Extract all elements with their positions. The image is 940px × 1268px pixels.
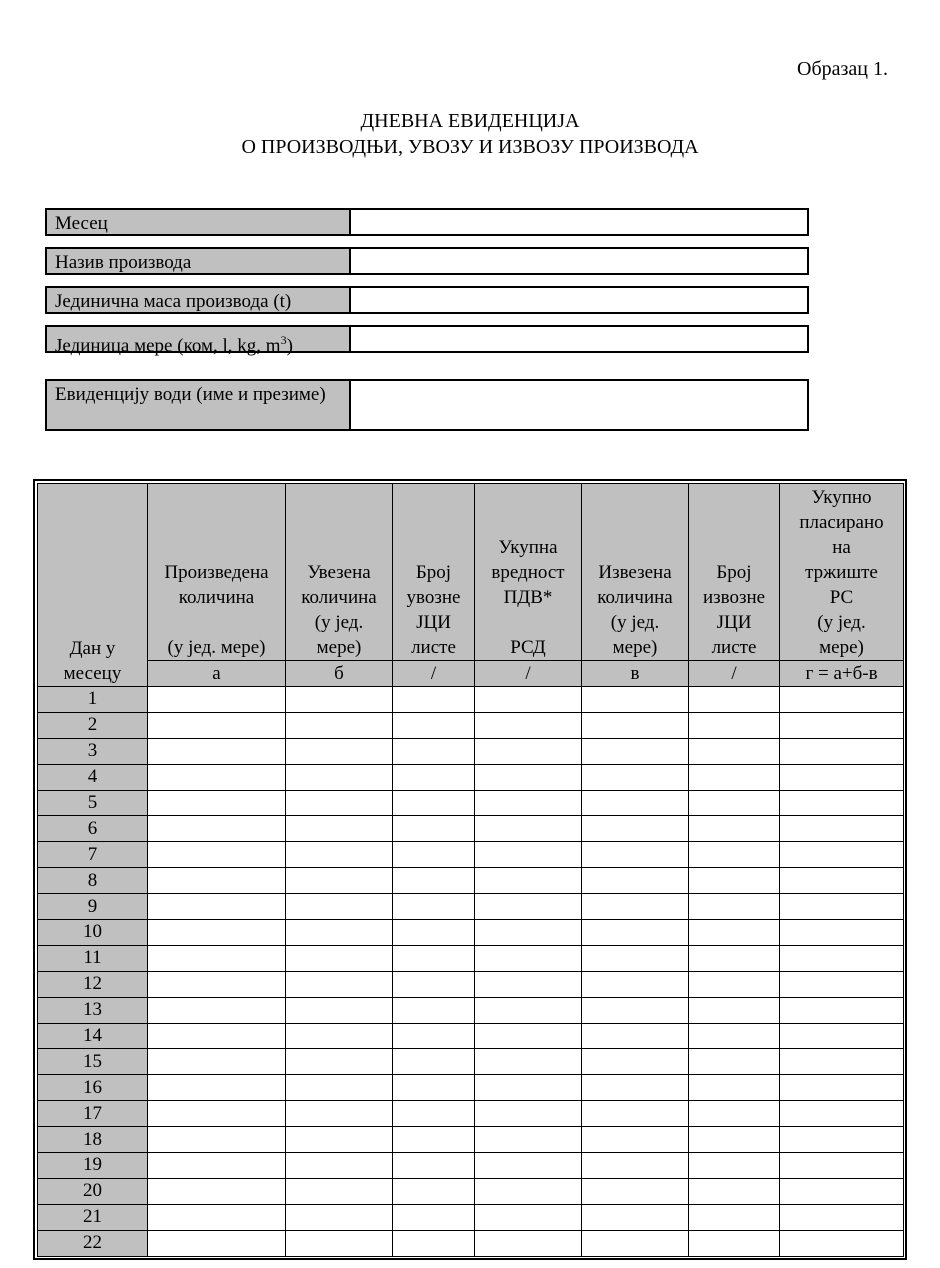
- table-row: [38, 712, 904, 738]
- table-row: [38, 1023, 904, 1049]
- table-cell[interactable]: [148, 1023, 286, 1049]
- table-cell[interactable]: [393, 842, 475, 868]
- table-cell[interactable]: [780, 920, 904, 946]
- table-cell[interactable]: [393, 1049, 475, 1075]
- table-cell[interactable]: [689, 764, 780, 790]
- table-row: [38, 1075, 904, 1101]
- table-cell[interactable]: [780, 1101, 904, 1127]
- column-header-line: [148, 610, 285, 635]
- table-cell[interactable]: [475, 1049, 582, 1075]
- column-header-line: ПДВ*: [503, 587, 553, 608]
- table-cell[interactable]: [689, 738, 780, 764]
- day-number: 10: [38, 920, 148, 946]
- day-number: 20: [38, 1178, 148, 1204]
- table-cell[interactable]: [780, 1127, 904, 1153]
- column-header-line: (у јед.: [610, 612, 660, 633]
- column-header-line: Број: [716, 562, 752, 583]
- day-number: 19: [38, 1153, 148, 1179]
- table-row: [38, 816, 904, 842]
- table-cell[interactable]: [475, 920, 582, 946]
- table-cell[interactable]: [689, 1075, 780, 1101]
- column-header-line: [475, 485, 581, 510]
- table-cell[interactable]: [148, 894, 286, 920]
- column-header-line: [393, 510, 474, 535]
- column-header-line: извозне: [702, 587, 766, 608]
- column-header-line: мере): [819, 637, 864, 658]
- column-header-line: ЈЦИ: [416, 612, 451, 633]
- table-cell[interactable]: [582, 945, 689, 971]
- table-cell[interactable]: [393, 1023, 475, 1049]
- column-code-7: г = а+б-в: [780, 661, 904, 687]
- table-cell[interactable]: [475, 1101, 582, 1127]
- column-header-6: [689, 484, 780, 661]
- column-header-line: пласирано: [799, 512, 884, 533]
- column-header-line: Увезена: [307, 562, 371, 583]
- table-cell[interactable]: [475, 945, 582, 971]
- table-cell[interactable]: [582, 816, 689, 842]
- column-header-1: [148, 484, 286, 661]
- table-cell[interactable]: [393, 738, 475, 764]
- table-cell[interactable]: [148, 816, 286, 842]
- column-header-line: [689, 510, 779, 535]
- table-cell[interactable]: [393, 1127, 475, 1153]
- product-name-field: [45, 247, 809, 275]
- unit-mass-field: [45, 286, 809, 314]
- table-cell[interactable]: [475, 816, 582, 842]
- table-cell[interactable]: [475, 1230, 582, 1256]
- table-cell[interactable]: [582, 687, 689, 713]
- kept-by-field: [45, 379, 809, 431]
- table-cell[interactable]: [148, 1230, 286, 1256]
- day-number: 2: [38, 712, 148, 738]
- table-cell[interactable]: [148, 1127, 286, 1153]
- table-cell[interactable]: [393, 1204, 475, 1230]
- day-column-header: [38, 484, 148, 687]
- table-cell[interactable]: [475, 1023, 582, 1049]
- table-cell[interactable]: [780, 894, 904, 920]
- table-row: [38, 1230, 904, 1256]
- column-header-line: [393, 485, 474, 510]
- column-code-2: б: [286, 661, 393, 687]
- table-cell[interactable]: [689, 687, 780, 713]
- column-header-2: [286, 484, 393, 661]
- column-header-line: [286, 510, 392, 535]
- table-cell[interactable]: [475, 997, 582, 1023]
- table-cell[interactable]: [286, 790, 393, 816]
- table-cell[interactable]: [286, 1204, 393, 1230]
- column-header-line: [475, 510, 581, 535]
- table-cell[interactable]: [582, 997, 689, 1023]
- table-cell[interactable]: [475, 1153, 582, 1179]
- table-cell[interactable]: [689, 842, 780, 868]
- day-number: 5: [38, 790, 148, 816]
- day-number: 14: [38, 1023, 148, 1049]
- day-number: 22: [38, 1230, 148, 1256]
- title-line-1: ДНЕВНА ЕВИДЕНЦИЈА: [360, 110, 580, 132]
- table-cell[interactable]: [582, 1127, 689, 1153]
- table-row: [38, 1178, 904, 1204]
- column-header-line: Укупно: [811, 487, 872, 508]
- table-cell[interactable]: [286, 997, 393, 1023]
- column-header-line: увозне: [406, 587, 461, 608]
- table-row: [38, 738, 904, 764]
- table-cell[interactable]: [148, 868, 286, 894]
- unit-mass-input[interactable]: [351, 288, 807, 312]
- product-name-input[interactable]: [351, 249, 807, 273]
- month-field: [45, 208, 809, 236]
- table-cell[interactable]: [393, 790, 475, 816]
- table-row: [38, 1127, 904, 1153]
- table-cell[interactable]: [780, 712, 904, 738]
- kept-by-label: Евиденцију води (име и презиме): [47, 381, 351, 429]
- column-header-line: РСД: [510, 637, 546, 658]
- kept-by-input[interactable]: [351, 381, 807, 429]
- table-row: [38, 1101, 904, 1127]
- table-row: [38, 764, 904, 790]
- table-cell[interactable]: [780, 1049, 904, 1075]
- day-number: 18: [38, 1127, 148, 1153]
- column-header-7: [780, 484, 904, 661]
- table-cell[interactable]: [475, 842, 582, 868]
- column-header-line: [689, 535, 779, 560]
- table-cell[interactable]: [286, 1127, 393, 1153]
- table-cell[interactable]: [286, 945, 393, 971]
- table-cell[interactable]: [582, 868, 689, 894]
- table-cell[interactable]: [582, 1153, 689, 1179]
- table-cell[interactable]: [582, 894, 689, 920]
- day-number: 3: [38, 738, 148, 764]
- table-cell[interactable]: [582, 1075, 689, 1101]
- day-header-line2: месецу: [63, 663, 122, 684]
- column-header-line: листе: [711, 637, 757, 658]
- column-header-line: РС: [829, 587, 854, 608]
- column-code-3: /: [393, 661, 475, 687]
- table-cell[interactable]: [475, 868, 582, 894]
- table-cell[interactable]: [148, 920, 286, 946]
- table-cell[interactable]: [475, 1127, 582, 1153]
- table-cell[interactable]: [286, 1101, 393, 1127]
- table-row: [38, 920, 904, 946]
- day-number: 15: [38, 1049, 148, 1075]
- unit-measure-sup: 3: [280, 333, 287, 347]
- table-cell[interactable]: [582, 971, 689, 997]
- table-row: [38, 687, 904, 713]
- table-row: [38, 997, 904, 1023]
- table-cell[interactable]: [286, 894, 393, 920]
- table-cell[interactable]: [393, 868, 475, 894]
- table-cell[interactable]: [582, 764, 689, 790]
- table-cell[interactable]: [393, 997, 475, 1023]
- table-cell[interactable]: [780, 1023, 904, 1049]
- document-title: [0, 108, 940, 160]
- column-header-line: (у јед.: [314, 612, 364, 633]
- table-cell[interactable]: [286, 1023, 393, 1049]
- column-header-line: [286, 535, 392, 560]
- column-header-line: [689, 485, 779, 510]
- table-cell[interactable]: [148, 1075, 286, 1101]
- day-number: 6: [38, 816, 148, 842]
- table-cell[interactable]: [780, 1153, 904, 1179]
- column-header-line: листе: [411, 637, 456, 658]
- table-cell[interactable]: [780, 1230, 904, 1256]
- day-number: 13: [38, 997, 148, 1023]
- table-cell[interactable]: [780, 764, 904, 790]
- table-row: [38, 945, 904, 971]
- column-header-line: вредност: [491, 562, 565, 583]
- table-cell[interactable]: [582, 920, 689, 946]
- table-cell[interactable]: [393, 920, 475, 946]
- table-cell[interactable]: [780, 687, 904, 713]
- title-line-2: О ПРОИЗВОДЊИ, УВОЗУ И ИЗВОЗУ ПРОИЗВОДА: [241, 136, 699, 158]
- table-cell[interactable]: [475, 1204, 582, 1230]
- day-number: 1: [38, 687, 148, 713]
- unit-measure-input[interactable]: [351, 327, 807, 351]
- table-cell[interactable]: [148, 1101, 286, 1127]
- table-cell[interactable]: [148, 790, 286, 816]
- day-number: 7: [38, 842, 148, 868]
- table-cell[interactable]: [689, 1153, 780, 1179]
- column-header-line: ЈЦИ: [716, 612, 752, 633]
- table-cell[interactable]: [582, 1178, 689, 1204]
- table-cell[interactable]: [689, 1049, 780, 1075]
- table-cell[interactable]: [582, 738, 689, 764]
- table-cell[interactable]: [689, 945, 780, 971]
- table-cell[interactable]: [689, 1204, 780, 1230]
- table-cell[interactable]: [689, 790, 780, 816]
- table-cell[interactable]: [148, 971, 286, 997]
- unit-measure-field: [45, 325, 809, 357]
- table-row: [38, 842, 904, 868]
- day-number: 4: [38, 764, 148, 790]
- table-cell[interactable]: [582, 842, 689, 868]
- column-code-5: в: [582, 661, 689, 687]
- column-header-line: Извезена: [598, 562, 672, 583]
- daily-records-table: [37, 483, 904, 1257]
- table-cell[interactable]: [582, 790, 689, 816]
- table-cell[interactable]: [475, 971, 582, 997]
- table-cell[interactable]: [393, 1178, 475, 1204]
- table-cell[interactable]: [393, 1101, 475, 1127]
- table-row: [38, 1204, 904, 1230]
- column-header-line: (у јед. мере): [167, 637, 266, 658]
- table-row: [38, 1153, 904, 1179]
- column-header-line: тржиште: [805, 562, 878, 583]
- day-number: 17: [38, 1101, 148, 1127]
- day-number: 8: [38, 868, 148, 894]
- form-number: Образац 1.: [797, 58, 888, 80]
- unit-measure-suffix: ): [286, 335, 293, 357]
- table-cell[interactable]: [475, 790, 582, 816]
- month-label: Месец: [47, 210, 351, 234]
- column-header-line: (у јед.: [817, 612, 866, 633]
- table-cell[interactable]: [689, 1178, 780, 1204]
- column-header-line: количина: [178, 587, 255, 608]
- column-header-line: Произведена: [164, 562, 269, 583]
- column-header-line: мере): [316, 637, 362, 658]
- column-header-line: [582, 535, 688, 560]
- table-cell[interactable]: [286, 842, 393, 868]
- table-cell[interactable]: [286, 816, 393, 842]
- table-cell[interactable]: [780, 790, 904, 816]
- column-header-5: [582, 484, 689, 661]
- table-cell[interactable]: [148, 1204, 286, 1230]
- column-code-1: а: [148, 661, 286, 687]
- table-cell[interactable]: [689, 1023, 780, 1049]
- table-cell[interactable]: [689, 816, 780, 842]
- table-cell[interactable]: [148, 687, 286, 713]
- unit-measure-text: Јединица мере (ком, l, kg, m: [55, 335, 281, 357]
- day-number: 11: [38, 945, 148, 971]
- table-cell[interactable]: [286, 712, 393, 738]
- table-cell[interactable]: [286, 1230, 393, 1256]
- table-cell[interactable]: [393, 1153, 475, 1179]
- table-cell[interactable]: [286, 738, 393, 764]
- table-cell[interactable]: [582, 712, 689, 738]
- column-header-3: [393, 484, 475, 661]
- daily-records-table-frame: [33, 479, 907, 1260]
- table-cell[interactable]: [393, 945, 475, 971]
- table-cell[interactable]: [689, 971, 780, 997]
- table-cell[interactable]: [148, 842, 286, 868]
- table-cell[interactable]: [286, 920, 393, 946]
- day-number: 21: [38, 1204, 148, 1230]
- table-cell[interactable]: [780, 945, 904, 971]
- table-cell[interactable]: [475, 894, 582, 920]
- day-number: 16: [38, 1075, 148, 1101]
- table-cell[interactable]: [286, 764, 393, 790]
- table-cell[interactable]: [475, 738, 582, 764]
- table-cell[interactable]: [582, 1230, 689, 1256]
- table-cell[interactable]: [286, 1153, 393, 1179]
- table-row: [38, 894, 904, 920]
- table-cell[interactable]: [689, 997, 780, 1023]
- table-cell[interactable]: [475, 764, 582, 790]
- column-header-line: [582, 485, 688, 510]
- column-header-line: [148, 535, 285, 560]
- product-name-label: Назив производа: [47, 249, 351, 273]
- column-header-line: [148, 485, 285, 510]
- table-cell[interactable]: [475, 1178, 582, 1204]
- column-header-line: [475, 610, 581, 635]
- column-header-line: мере): [612, 637, 658, 658]
- column-header-line: Укупна: [498, 537, 558, 558]
- table-cell[interactable]: [286, 1049, 393, 1075]
- day-number: 12: [38, 971, 148, 997]
- table-cell[interactable]: [393, 764, 475, 790]
- unit-mass-label: Јединична маса производа (t): [47, 288, 351, 312]
- unit-measure-label: [47, 327, 351, 357]
- column-code-6: /: [689, 661, 780, 687]
- column-header-line: [286, 485, 392, 510]
- table-cell[interactable]: [689, 1230, 780, 1256]
- table-cell[interactable]: [286, 971, 393, 997]
- table-cell[interactable]: [780, 868, 904, 894]
- table-cell[interactable]: [475, 712, 582, 738]
- column-code-4: /: [475, 661, 582, 687]
- table-cell[interactable]: [780, 738, 904, 764]
- table-cell[interactable]: [689, 1101, 780, 1127]
- table-cell[interactable]: [393, 687, 475, 713]
- table-cell[interactable]: [475, 687, 582, 713]
- table-cell[interactable]: [148, 945, 286, 971]
- table-row: [38, 971, 904, 997]
- table-cell[interactable]: [780, 816, 904, 842]
- column-header-line: Број: [415, 562, 452, 583]
- table-cell[interactable]: [582, 1049, 689, 1075]
- table-cell[interactable]: [148, 738, 286, 764]
- table-cell[interactable]: [148, 1178, 286, 1204]
- table-cell[interactable]: [780, 971, 904, 997]
- table-cell[interactable]: [286, 1075, 393, 1101]
- table-cell[interactable]: [148, 997, 286, 1023]
- table-cell[interactable]: [393, 712, 475, 738]
- table-row: [38, 790, 904, 816]
- table-cell[interactable]: [780, 842, 904, 868]
- table-cell[interactable]: [393, 894, 475, 920]
- table-cell[interactable]: [689, 1127, 780, 1153]
- table-row: [38, 1049, 904, 1075]
- table-cell[interactable]: [393, 816, 475, 842]
- column-header-line: [393, 535, 474, 560]
- table-cell[interactable]: [689, 868, 780, 894]
- table-cell[interactable]: [148, 1049, 286, 1075]
- table-cell[interactable]: [286, 868, 393, 894]
- table-cell[interactable]: [780, 997, 904, 1023]
- table-cell[interactable]: [393, 971, 475, 997]
- table-cell[interactable]: [148, 712, 286, 738]
- table-cell[interactable]: [393, 1075, 475, 1101]
- day-number: 9: [38, 894, 148, 920]
- table-cell[interactable]: [148, 1153, 286, 1179]
- table-cell[interactable]: [286, 1178, 393, 1204]
- column-header-line: [148, 510, 285, 535]
- table-cell[interactable]: [286, 687, 393, 713]
- table-cell[interactable]: [689, 712, 780, 738]
- table-cell[interactable]: [780, 1178, 904, 1204]
- table-cell[interactable]: [148, 764, 286, 790]
- table-cell[interactable]: [393, 1230, 475, 1256]
- month-input[interactable]: [351, 210, 807, 234]
- column-header-line: количина: [301, 587, 377, 608]
- table-cell[interactable]: [689, 894, 780, 920]
- column-header-line: на: [832, 537, 851, 558]
- column-header-line: количина: [597, 587, 673, 608]
- day-header-line1: Дан у: [69, 638, 116, 659]
- table-cell[interactable]: [582, 1023, 689, 1049]
- table-cell[interactable]: [780, 1204, 904, 1230]
- column-header-4: [475, 484, 582, 661]
- table-row: [38, 868, 904, 894]
- table-cell[interactable]: [780, 1075, 904, 1101]
- table-cell[interactable]: [689, 920, 780, 946]
- table-cell[interactable]: [582, 1101, 689, 1127]
- table-cell[interactable]: [582, 1204, 689, 1230]
- table-cell[interactable]: [475, 1075, 582, 1101]
- column-header-line: [582, 510, 688, 535]
